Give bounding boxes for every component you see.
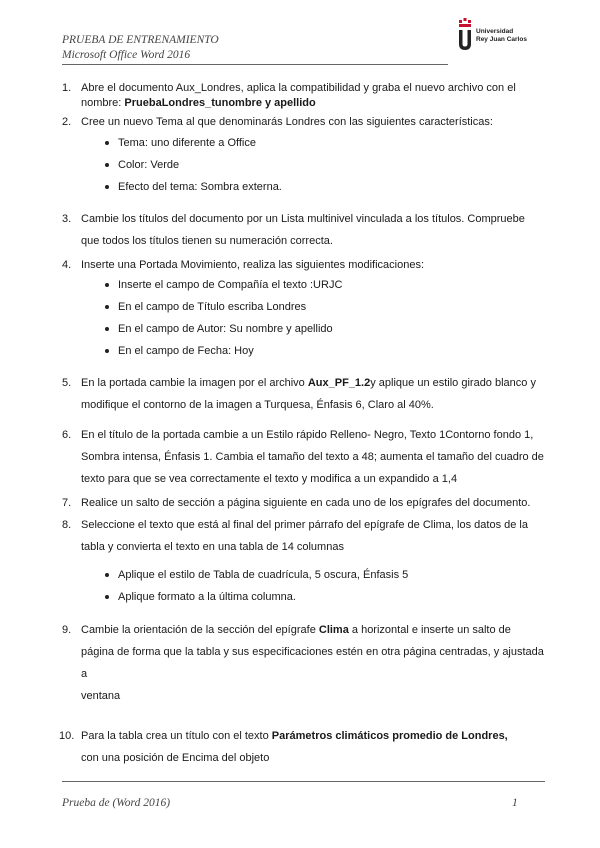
exercise-list — [59, 80, 552, 769]
list-item — [62, 424, 552, 490]
sub-list-item — [81, 296, 552, 318]
sub-item-text: En el campo de Autor: Su nombre y apellido — [118, 323, 333, 335]
item-number: 5. — [62, 377, 72, 389]
bullet-icon — [105, 327, 109, 331]
sub-item-text: Inserte el campo de Compañía el texto :URJC — [118, 279, 343, 291]
logo-line-1: Universidad — [476, 28, 514, 35]
bullet-icon — [105, 185, 109, 189]
footer-divider — [62, 781, 545, 782]
header-title: PRUEBA DE ENTRENAMIENTO — [62, 34, 219, 46]
list-item — [62, 208, 552, 252]
item-number: 3. — [62, 213, 72, 225]
logo-line-2: Rey Juan Carlos — [476, 36, 527, 43]
item-text: modifique el contorno de la imagen a Turquesa, Énfasis 6, Claro al 40%. — [81, 399, 434, 411]
item-text: Abre el documento Aux_Londres, aplica la compatibilidad y graba el nuevo archivo con el — [81, 82, 516, 94]
item-text: y aplique un estilo girado blanco y — [370, 377, 536, 389]
list-item — [62, 514, 552, 608]
item-text: nombre: — [81, 97, 125, 109]
sub-list-item — [81, 586, 552, 608]
sub-item-text: En el campo de Título escriba Londres — [118, 301, 307, 313]
item-text: Seleccione el texto que está al final del primer párrafo del epígrafe de Clima, los datos de la — [81, 519, 528, 531]
item-text: Realice un salto de sección a página siguiente en cada uno de los epígrafes del documento. — [81, 497, 531, 509]
item-number: 7. — [62, 497, 72, 509]
item-text: que todos los títulos tienen su numeración correcta. — [81, 235, 333, 247]
item-text: Para la tabla crea un título con el texto — [81, 730, 272, 742]
item-number: 10. — [59, 730, 75, 742]
sub-item-text: Aplique el estilo de Tabla de cuadrícula, 5 oscura, Énfasis 5 — [118, 569, 409, 581]
list-item — [62, 258, 552, 362]
list-item — [62, 493, 552, 513]
item-text: En la portada cambie la imagen por el archivo — [81, 377, 308, 389]
sub-item-text: Color: Verde — [118, 159, 180, 171]
sub-list — [81, 564, 552, 608]
sub-list-item — [81, 154, 552, 176]
bullet-icon — [105, 595, 109, 599]
item-number: 9. — [62, 624, 72, 636]
sub-item-text: Efecto del tema: Sombra externa. — [118, 181, 282, 193]
bullet-icon — [105, 349, 109, 353]
sub-list-item — [81, 340, 552, 362]
item-text: En el título de la portada cambie a un Estilo rápido Relleno- Negro, Texto 1Contorno fondo 1, — [81, 429, 534, 441]
bullet-icon — [105, 305, 109, 309]
item-text: página de forma que la tabla y sus especificaciones estén en otra página centradas, y ajustada a — [81, 646, 544, 680]
item-text: texto para que se vea correctamente el texto y modifica a un expandido a 1,4 — [81, 473, 458, 485]
sub-list-item — [81, 176, 552, 198]
logo-text — [476, 28, 527, 44]
item-text: Cambie la orientación de la sección del epígrafe — [81, 624, 319, 636]
bullet-icon — [105, 573, 109, 577]
item-number: 2. — [62, 116, 72, 128]
bullet-icon — [105, 163, 109, 167]
item-text: ventana — [81, 690, 121, 702]
header-divider — [62, 64, 448, 65]
bullet-icon — [105, 283, 109, 287]
bullet-icon — [105, 141, 109, 145]
page-number: 1 — [512, 797, 518, 809]
list-item — [62, 81, 552, 111]
list-item — [62, 115, 552, 198]
header-subtitle: Microsoft Office Word 2016 — [62, 49, 191, 61]
sub-list — [81, 274, 552, 362]
urjc-crown-icon — [456, 18, 474, 52]
item-number: 8. — [62, 519, 72, 531]
item-number: 4. — [62, 259, 72, 271]
sub-list — [81, 132, 552, 198]
item-bold-text: Aux_PF_1.2 — [307, 377, 371, 389]
list-item — [59, 725, 552, 769]
item-text: Cambie los títulos del documento por un Lista multinivel vinculada a los títulos. Compruebe — [81, 213, 525, 225]
footer-text: Prueba de (Word 2016) — [62, 797, 171, 809]
sub-item-text: En el campo de Fecha: Hoy — [118, 345, 254, 357]
item-bold-text: Clima — [318, 624, 349, 636]
item-text: con una posición de Encima del objeto — [81, 752, 270, 764]
item-text: a horizontal e inserte un salto de — [348, 624, 511, 636]
sub-item-text: Aplique formato a la última columna. — [118, 591, 296, 603]
item-text: tabla y convierta el texto en una tabla de 14 columnas — [81, 541, 344, 553]
item-number: 1. — [62, 82, 72, 94]
item-bold-text: Parámetros climáticos promedio de Londres, — [271, 730, 508, 742]
university-logo — [456, 16, 546, 54]
sub-item-text: Tema: uno diferente a Office — [118, 137, 256, 149]
item-bold-text: PruebaLondres_tunombre y apellido — [124, 97, 316, 109]
sub-list-item — [81, 274, 552, 296]
list-item — [62, 372, 552, 416]
item-text: Sombra intensa, Énfasis 1. Cambia el tamaño del texto a 48; aumenta el tamaño del cuadro de — [81, 451, 544, 463]
list-item — [62, 619, 552, 707]
sub-list-item — [81, 132, 552, 154]
sub-list-item — [81, 564, 552, 586]
item-text: Inserte una Portada Movimiento, realiza las siguientes modificaciones: — [81, 259, 425, 271]
item-text: Cree un nuevo Tema al que denominarás Londres con las siguientes características: — [81, 116, 493, 128]
sub-list-item — [81, 318, 552, 340]
item-number: 6. — [62, 429, 72, 441]
